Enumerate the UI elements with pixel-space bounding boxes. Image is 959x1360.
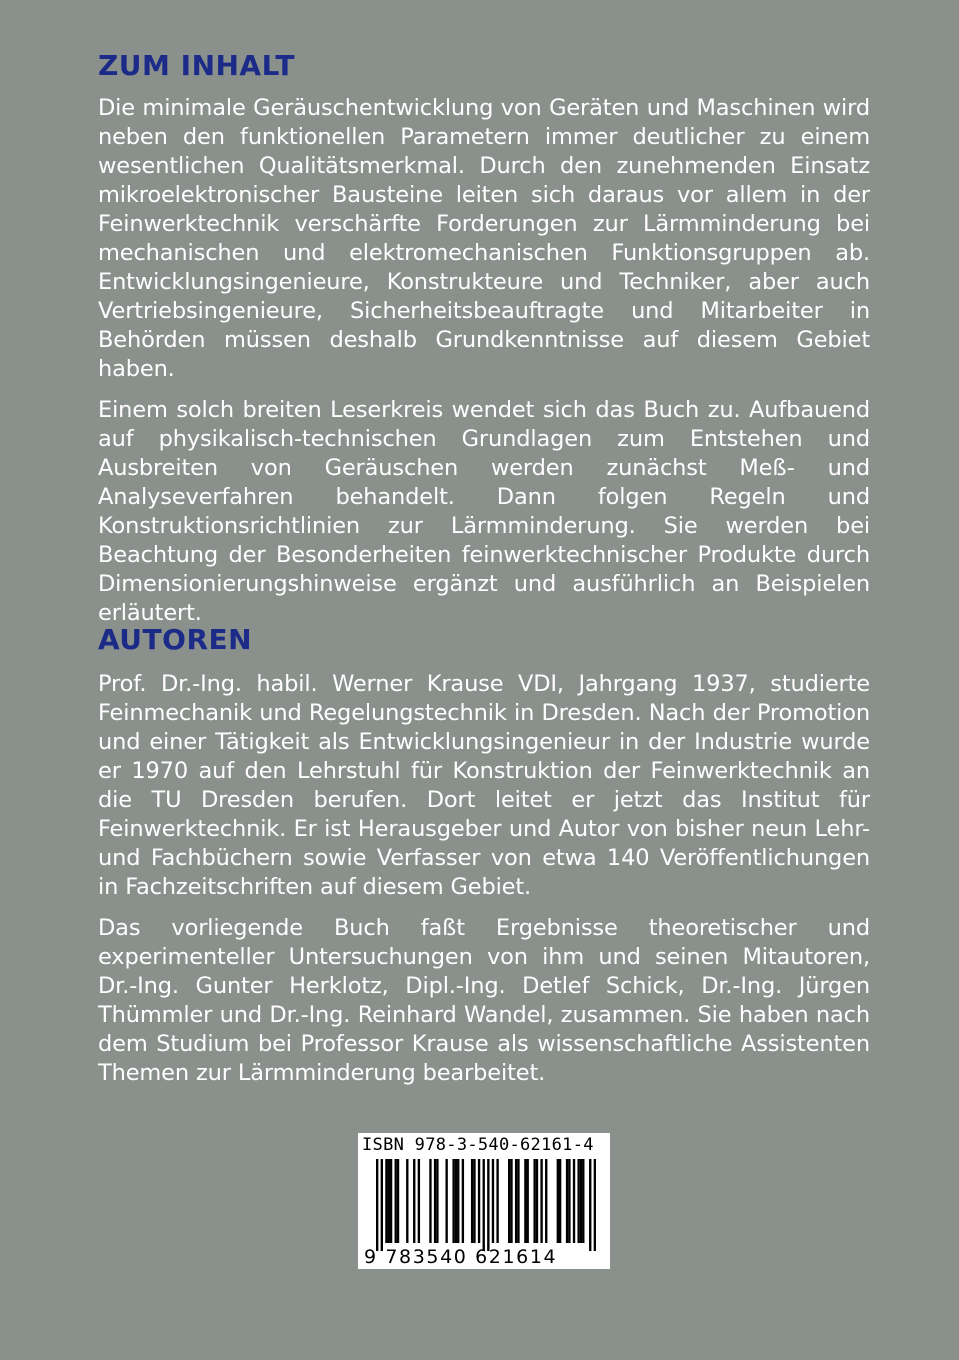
barcode-bar bbox=[557, 1159, 559, 1243]
barcode-bar bbox=[545, 1159, 547, 1243]
barcode-bar bbox=[524, 1159, 526, 1243]
barcode-bar bbox=[510, 1159, 512, 1243]
barcode-bar bbox=[594, 1159, 596, 1251]
barcode-bar bbox=[395, 1159, 397, 1243]
ean-digits: 9 783540 621614 bbox=[364, 1246, 558, 1268]
barcode-bar bbox=[517, 1159, 519, 1243]
barcode-bar bbox=[436, 1159, 438, 1243]
barcode-bar bbox=[434, 1159, 436, 1243]
inhalt-paragraph-1: Die minimale Geräuschentwicklung von Geräten und Maschinen wird neben den funktionellen Parametern immer deutlicher zu einem wesentlichen Qualitätsmerkmal. Durch den zunehmenden Einsatz mikroelektronischer Bausteine leiten sich daraus vor allem in der Feinwerktechnik verschärfte Forderungen zur Lärmminderung bei mechanischen und elektromechanischen Funktionsgruppen ab. Entwicklungsingenieure, Konstrukteure und Techniker, aber auch Vertriebsingenieure, Sicherheitsbeauftragte und Mitarbeiter in Behörden müssen deshalb Grundkenntnisse auf diesem Gebiet haben. bbox=[98, 95, 870, 382]
barcode-bar bbox=[406, 1159, 408, 1243]
barcode-bar bbox=[533, 1159, 535, 1243]
barcode-bar bbox=[385, 1159, 387, 1243]
barcode-bar bbox=[487, 1159, 489, 1251]
barcode-bar bbox=[457, 1159, 459, 1243]
barcode-bar bbox=[390, 1159, 392, 1243]
autoren-paragraph-1: Prof. Dr.-Ing. habil. Werner Krause VDI, Jahrgang 1937, studierte Feinmechanik und Regelungstechnik in Dresden. Nach der Promotion und einer Tätigkeit als Entwicklungsingenieur in der Industrie wurde er 1970 auf den Lehrstuhl für Konstruktion der Feinwerktechnik an die TU Dresden berufen. Dort leitet er jetzt das Institut für Feinwerktechnik. Er ist Herausgeber und Autor von bisher neun Lehr- und Fachbüchern sowie Verfasser von etwa 140 Veröffentlichungen in Fachzeitschriften auf diesem Gebiet. bbox=[98, 671, 870, 900]
barcode-bar bbox=[566, 1159, 568, 1243]
barcode-bars bbox=[376, 1159, 596, 1251]
autoren-paragraph-2: Das vorliegende Buch faßt Ergebnisse theoretischer und experimenteller Untersuchungen von ihm und seinen Mitautoren, Dr.-Ing. Gunter Herklotz, Dipl.-Ing. Detlef Schick, Dr.-Ing. Jürgen Thümmler und Dr.-Ing. Reinhard Wandel, zusammen. Sie haben nach dem Studium bei Professor Krause als wissenschaftliche Assistenten Themen zur Lärmminderung bearbeitet. bbox=[98, 915, 870, 1086]
barcode-bar bbox=[381, 1159, 383, 1251]
barcode-bar bbox=[445, 1159, 447, 1243]
barcode-bar bbox=[508, 1159, 510, 1243]
barcode-bar bbox=[429, 1159, 431, 1243]
barcode-bar bbox=[568, 1159, 570, 1243]
heading-zum-inhalt: ZUM INHALT bbox=[98, 49, 295, 82]
barcode-bar bbox=[471, 1159, 473, 1243]
barcode-bar bbox=[580, 1159, 582, 1243]
heading-autoren: AUTOREN bbox=[98, 623, 253, 656]
barcode-bar bbox=[496, 1159, 498, 1243]
section-zum-inhalt bbox=[98, 50, 870, 628]
barcode-bar bbox=[577, 1159, 579, 1243]
barcode-bar bbox=[462, 1159, 464, 1243]
barcode-bar bbox=[418, 1159, 420, 1243]
barcode-bar bbox=[413, 1159, 415, 1243]
barcode-bar bbox=[582, 1159, 584, 1243]
barcode-bar bbox=[455, 1159, 457, 1243]
barcode-bar bbox=[573, 1159, 575, 1243]
barcode-bar bbox=[452, 1159, 454, 1243]
barcode-bar bbox=[540, 1159, 542, 1243]
barcode-bar bbox=[492, 1159, 494, 1243]
barcode-bar bbox=[388, 1159, 390, 1243]
barcode-bar bbox=[473, 1159, 475, 1243]
section-autoren bbox=[98, 624, 870, 1088]
inhalt-paragraph-2: Einem solch breiten Leserkreis wendet sich das Buch zu. Aufbauend auf physikalisch-technischen Grundlagen zum Entstehen und Ausbreiten von Geräuschen werden zunächst Meß- und Analyseverfahren behandelt. Dann folgen Regeln und Konstruktionsrichtlinien zur Lärmminderung. Sie werden bei Beachtung der Besonderheiten feinwerktechnischer Produkte durch Dimensionierungshinweise ergänzt und ausführlich an Beispielen erläutert. bbox=[98, 397, 870, 626]
barcode-bar bbox=[483, 1159, 485, 1251]
barcode-bar bbox=[536, 1159, 538, 1243]
barcode-bar bbox=[589, 1159, 591, 1251]
barcode-bar bbox=[397, 1159, 399, 1243]
barcode-bar bbox=[527, 1159, 529, 1243]
barcode-bar bbox=[559, 1159, 561, 1243]
isbn-barcode bbox=[358, 1133, 610, 1269]
barcode-bar bbox=[478, 1159, 480, 1243]
isbn-label: ISBN 978-3-540-62161-4 bbox=[362, 1135, 594, 1155]
barcode-bar bbox=[376, 1159, 378, 1251]
barcode-bar bbox=[515, 1159, 517, 1243]
